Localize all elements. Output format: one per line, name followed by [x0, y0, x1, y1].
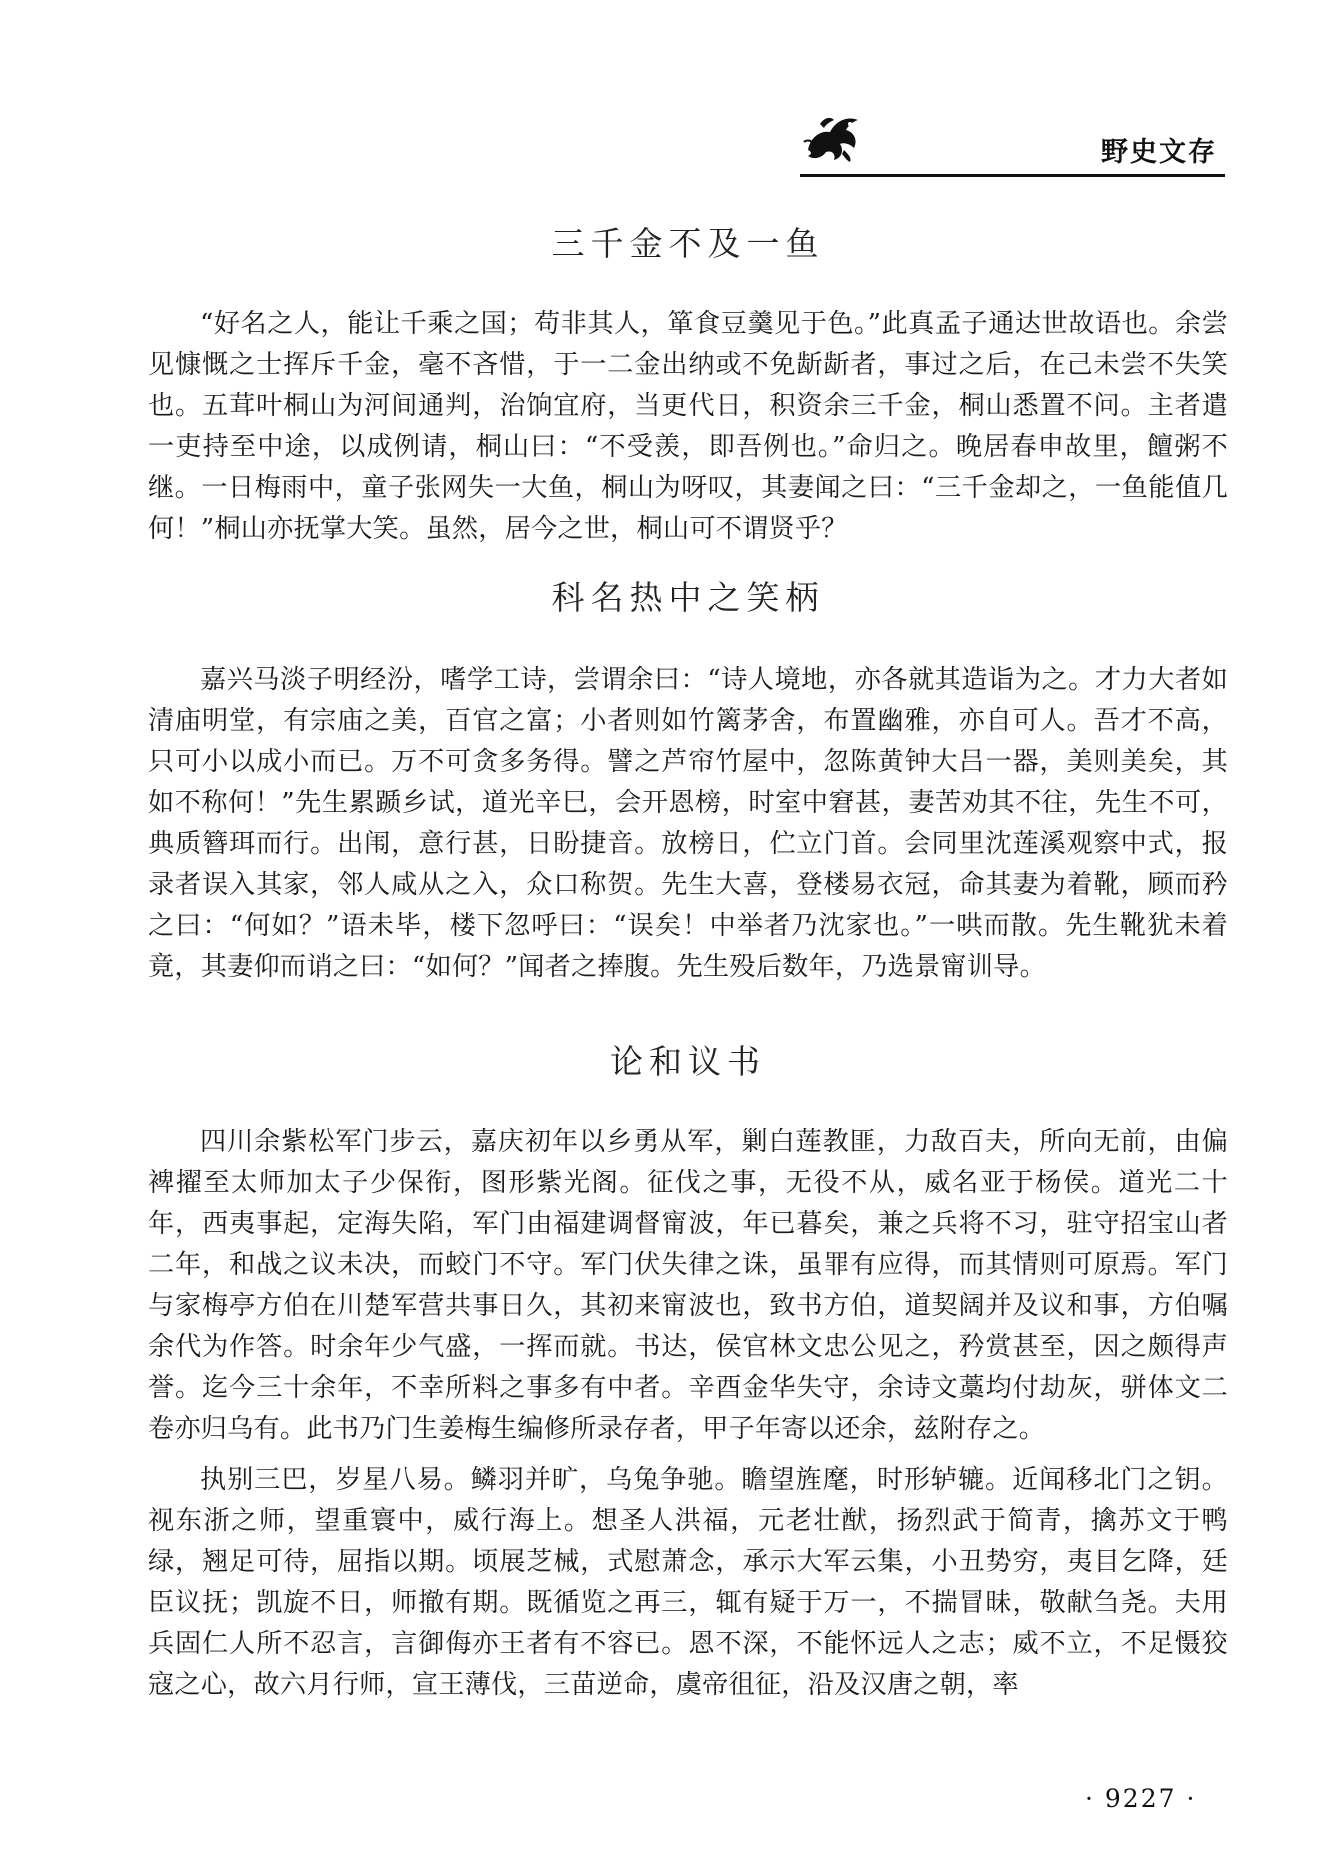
- section-title: 论和议书: [610, 1042, 766, 1081]
- section-title: 科名热中之笑柄: [551, 578, 825, 617]
- section-paragraph: 嘉兴马淡子明经汾，嗜学工诗，尝谓余曰：“诗人境地，亦各就其造诣为之。才力大者如清庙明堂，有宗庙之美，百官之富；小者则如竹篱茅舍，布置幽雅，亦自可人。吾才不高，只可小以成小而已。万不可贪多务得。譬之芦帘竹屋中，忽陈黄钟大吕一器，美则美矣，其如不称何！”先生累踬乡试，道光辛巳，会开恩榜，时室中窘甚，妻苦劝其不往，先生不可，典质簪珥而行。出闱，意行甚，日盼捷音。放榜日，伫立门首。会同里沈莲溪观察中式，报录者误入其家，邻人咸从之入，众口称贺。先生大喜，登楼易衣冠，命其妻为着靴，顾而矜之曰：“何如？”语未毕，楼下忽呼曰：“误矣！中举者乃沈家也。”一哄而散。先生靴犹未着竟，其妻仰而诮之曰：“如何？”闻者之捧腹。先生殁后数年，乃选景甯训导。: [148, 665, 1228, 982]
- section-paragraph: “好名之人，能让千乘之国；苟非其人，箪食豆羹见于色。”此真孟子通达世故语也。余尝见慷慨之士挥斥千金，毫不吝惜，于一二金出纳或不免龂龂者，事过之后，在己未尝不失笑也。五茸叶桐山为河间通判，治饷宜府，当更代日，积资余三千金，桐山悉置不问。主者遣一吏持至中途，以成例请，桐山曰：“不受羡，即吾例也。”命归之。晚居春申故里，饘粥不继。一日梅雨中，童子张网失一大鱼，桐山为呀叹，其妻闻之曰：“三千金却之，一鱼能值几何！”桐山亦抚掌大笑。虽然，居今之世，桐山可不谓贤乎？: [148, 309, 1228, 544]
- dragon-emblem-icon: [800, 110, 864, 164]
- running-header: [800, 100, 1225, 180]
- running-header-title: 野史文存: [1101, 137, 1217, 168]
- section-paragraph: 四川余紫松军门步云，嘉庆初年以乡勇从军，剿白莲教匪，力敌百夫，所向无前，由偏裨擢至太师加太子少保衔，图形紫光阁。征伐之事，无役不从，威名亚于杨侯。道光二十年，西夷事起，定海失陷，军门由福建调督甯波，年已暮矣，兼之兵将不习，驻守招宝山者二年，和战之议未决，而蛟门不守。军门伏失律之诛，虽罪有应得，而其情则可原焉。军门与家梅亭方伯在川楚军营共事日久，其初来甯波也，致书方伯，道契阔并及议和事，方伯嘱余代为作答。时余年少气盛，一挥而就。书达，侯官林文忠公见之，矜赏甚至，因之颇得声誉。迄今三十余年，不幸所料之事多有中者。辛酉金华失守，余诗文藁均付劫灰，骈体文二卷亦归乌有。此书乃门生姜梅生编修所录存者，甲子年寄以还余，兹附存之。: [148, 1127, 1228, 1444]
- section-title: 三千金不及一鱼: [551, 224, 825, 263]
- section-paragraph: 执别三巴，岁星八易。鳞羽并旷，乌兔争驰。瞻望旌麾，时形轳辘。近闻移北门之钥。视东浙之师，望重寰中，威行海上。想圣人洪福，元老壮猷，扬烈武于简青，擒苏文于鸭绿，翘足可待，屈指以期。顷展芝械，式慰萧念，承示大军云集，小丑势穷，夷目乞降，廷臣议抚；凯旋不日，师撤有期。既循览之再三，辄有疑于万一，不揣冒昧，敬献刍尧。夫用兵固仁人所不忍言，言御侮亦王者有不容已。恩不深，不能怀远人之志；威不立，不足慑狡寇之心，故六月行师，宣王薄伐，三苗逆命，虞帝徂征，沿及汉唐之朝，率: [148, 1465, 1228, 1700]
- header-rule: [800, 174, 1225, 177]
- page-body: [148, 222, 1228, 1706]
- page-number: · 9227 ·: [1085, 1784, 1197, 1813]
